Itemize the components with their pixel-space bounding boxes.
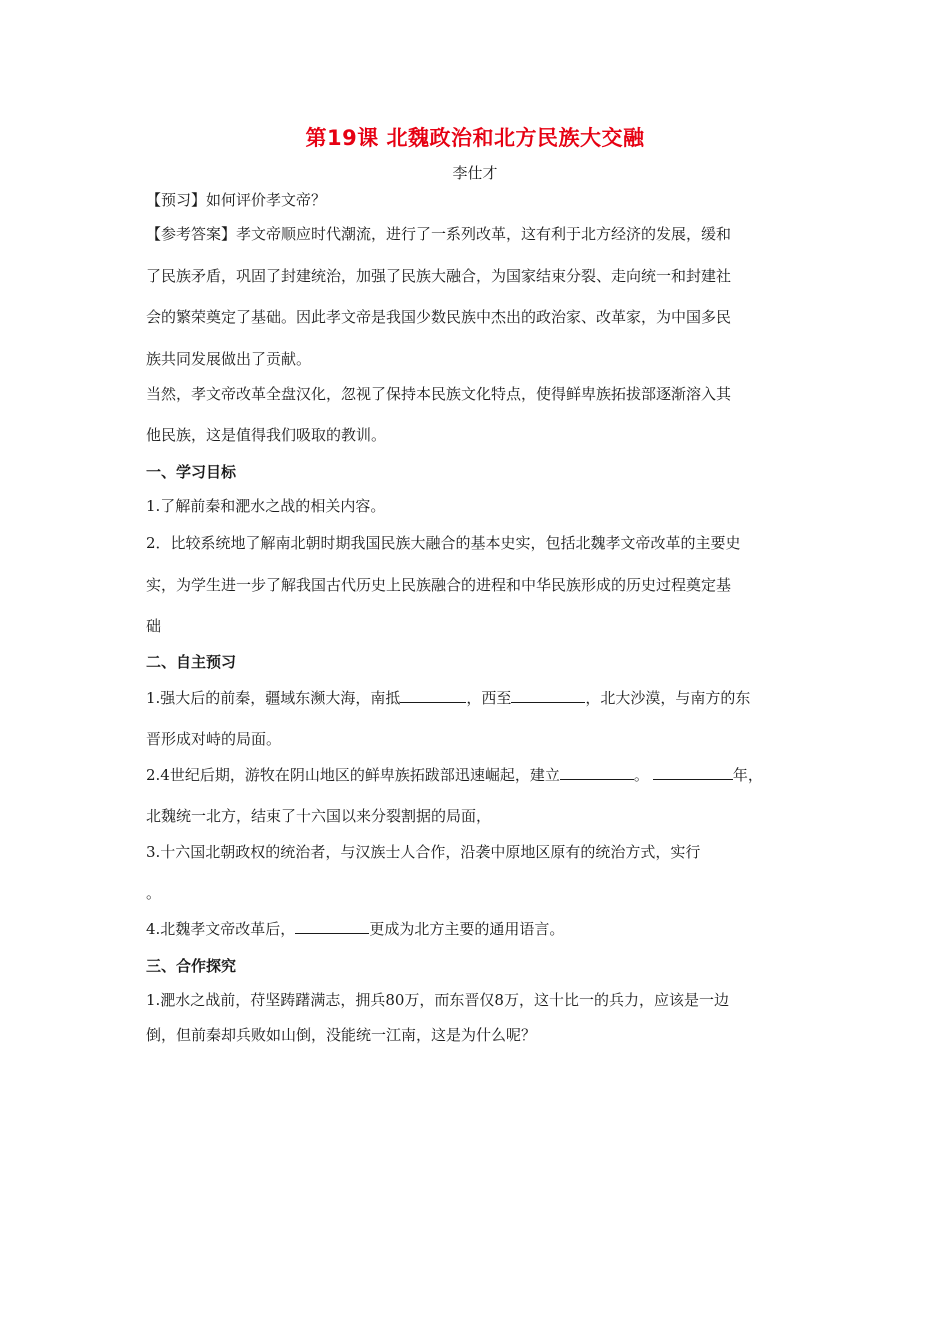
goal-item: 1.了解前秦和淝水之战的相关内容。 (146, 497, 386, 515)
question-text: 1.强大后的前秦，疆域东濒大海，南抵 (146, 689, 401, 707)
author-name: 李仕才 (452, 164, 498, 182)
goal-item: 实，为学生进一步了解我国古代历史上民族融合的进程和中华民族形成的历史过程奠定基 (146, 576, 732, 594)
question-text: 更成为北方主要的通用语言。 (369, 920, 565, 938)
goal-item: 2．比较系统地了解南北朝时期我国民族大融合的基本史实，包括北魏孝文帝改革的主要史 (146, 534, 741, 552)
question-2 (146, 765, 763, 785)
question-text: ，西至 (466, 689, 512, 707)
section-heading-preview: 二、自主预习 (146, 653, 237, 671)
section-heading-explore: 三、合作探究 (146, 957, 237, 975)
answer-line: 当然，孝文帝改革全盘汉化，忽视了保持本民族文化特点，使得鲜卑族拓拔部逐渐溶入其 (146, 385, 732, 403)
fill-blank (511, 688, 585, 703)
question-3-cont: 。 (146, 884, 162, 902)
answer-line: 【参考答案】孝文帝顺应时代潮流，进行了一系列改革，这有利于北方经济的发展，缓和 (146, 225, 732, 243)
question-4 (146, 919, 564, 939)
question-3: 3.十六国北朝政权的统治者，与汉族士人合作，沿袭中原地区原有的统治方式，实行 (146, 843, 701, 861)
answer-line: 族共同发展做出了贡献。 (146, 350, 312, 368)
fill-blank (400, 688, 466, 703)
question-text: 。 (633, 766, 649, 784)
fill-blank (560, 765, 634, 780)
lesson-title: 第19课 北魏政治和北方民族大交融 (305, 126, 645, 150)
answer-line: 会的繁荣奠定了基础。因此孝文帝是我国少数民族中杰出的政治家、改革家，为中国多民 (146, 308, 732, 326)
question-1 (146, 688, 750, 708)
question-text: 2.4世纪后期，游牧在阴山地区的鲜卑族拓跋部迅速崛起，建立 (146, 766, 560, 784)
fill-blank (295, 919, 369, 934)
question-1-cont: 晋形成对峙的局面。 (146, 730, 282, 748)
question-text: 年， (732, 766, 763, 784)
question-text: 4.北魏孝文帝改革后， (146, 920, 296, 938)
answer-line: 了民族矛盾，巩固了封建统治，加强了民族大融合，为国家结束分裂、走向统一和封建社 (146, 267, 732, 285)
section-heading-goals: 一、学习目标 (146, 463, 237, 481)
explore-question-cont: 倒，但前秦却兵败如山倒，没能统一江南，这是为什么呢？ (146, 1026, 537, 1044)
question-2-cont: 北魏统一北方，结束了十六国以来分裂割据的局面， (146, 807, 492, 825)
answer-line: 他民族，这是值得我们吸取的教训。 (146, 426, 387, 444)
explore-question: 1.淝水之战前，苻坚踌躇满志，拥兵80万，而东晋仅8万，这十比一的兵力，应该是一边 (146, 991, 729, 1009)
preview-question: 【预习】如何评价孝文帝？ (146, 191, 327, 209)
question-text: ，北大沙漠，与南方的东 (585, 689, 751, 707)
goal-item: 础 (146, 617, 162, 635)
fill-blank (653, 765, 733, 780)
